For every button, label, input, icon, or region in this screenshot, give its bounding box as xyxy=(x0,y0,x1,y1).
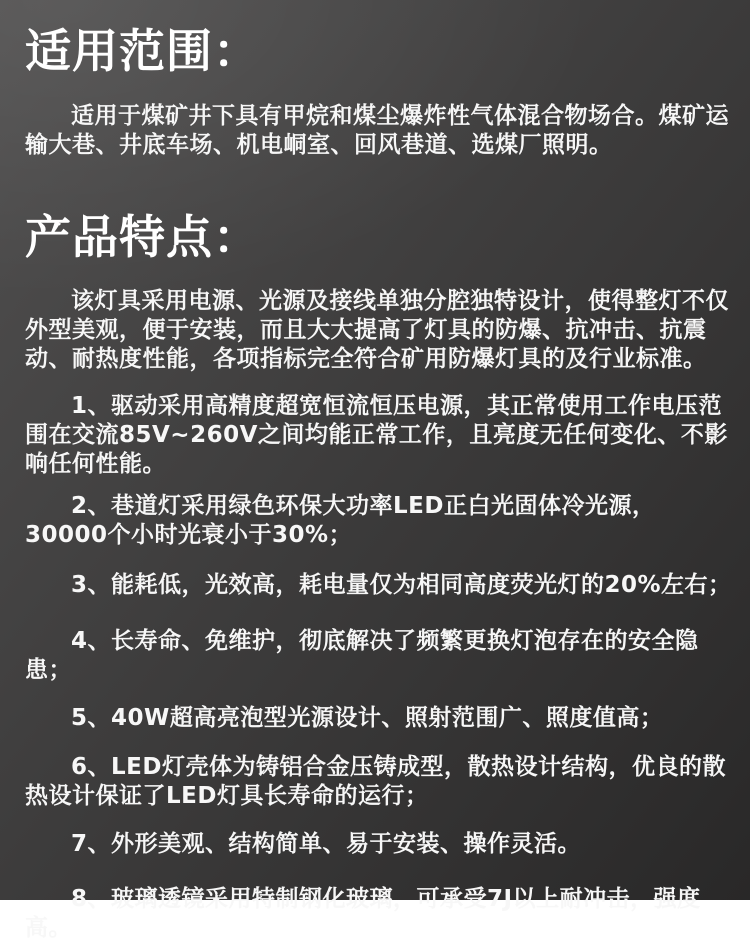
scope-section-heading: 适用范围： xyxy=(25,24,260,78)
feature-item-6: 6、LED灯壳体为铸铝合金压铸成型，散热设计结构，优良的散热设计保证了LED灯具长寿命的运行； xyxy=(25,754,726,809)
feature-item-3: 3、能耗低，光效高，耗电量仅为相同高度荧光灯的20%左右； xyxy=(71,572,732,598)
scope-section xyxy=(25,26,732,160)
feature-item-7: 7、外形美观、结构简单、易于安装、操作灵活。 xyxy=(71,831,582,857)
feature-item-1: 1、驱动采用高精度超宽恒流恒压电源，其正常使用工作电压范围在交流85V~260V之间均能正常工作，且亮度无任何变化、不影响任何性能。 xyxy=(25,393,728,477)
features-intro-paragraph: 该灯具采用电源、光源及接线单独分腔独特设计，使得整灯不仅外型美观，便于安装，而且大大提高了灯具的防爆、抗冲击、抗震动、耐热度性能，各项指标完全符合矿用防爆灯具的及行业标准。 xyxy=(25,288,729,372)
feature-item-8: 8、玻璃透镜采用特制钢化玻璃，可承受7J以上耐冲击，强度高。 xyxy=(25,886,701,941)
feature-list xyxy=(25,392,732,943)
feature-item-2: 2、巷道灯采用绿色环保大功率LED正白光固体冷光源，30000个小时光衰小于30%； xyxy=(25,493,656,548)
features-section xyxy=(25,212,732,943)
feature-item-5: 5、40W超高亮泡型光源设计、照射范围广、照度值高； xyxy=(71,705,664,731)
scope-section-body: 适用于煤矿井下具有甲烷和煤尘爆炸性气体混合物场合。煤矿运输大巷、井底车场、机电峒室、回风巷道、选煤厂照明。 xyxy=(25,103,729,158)
feature-item-4: 4、长寿命、免维护，彻底解决了频繁更换灯泡存在的安全隐患； xyxy=(25,628,699,683)
features-section-heading: 产品特点： xyxy=(25,210,260,264)
